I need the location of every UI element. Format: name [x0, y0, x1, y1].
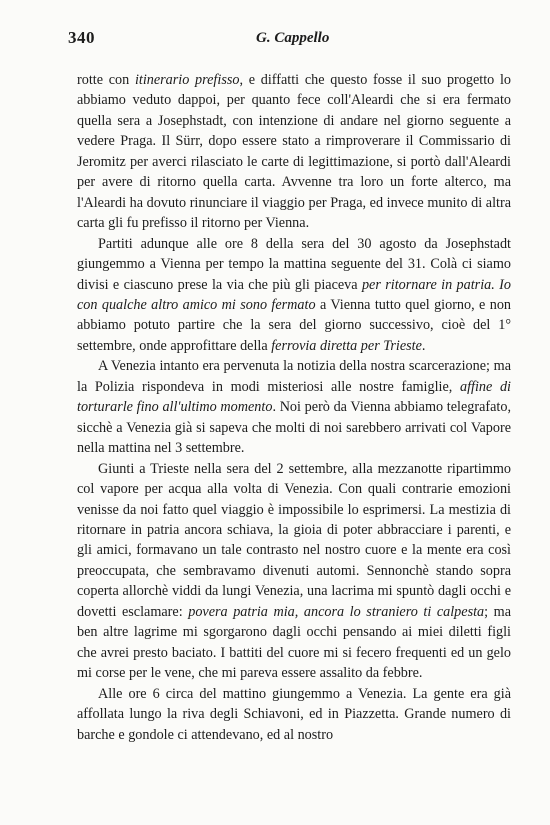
- text-run: , e diffatti che questo fosse il suo progetto lo abbiamo veduto dappoi, per quanto fece coll'Aleardi che si era fermato quella sera a Josephstadt, con intenzione di andare nel giorno seguente a vedere Praga. Il Sürr, dopo essere stato a rimproverare il Commissario di Jeromitz per averci rilasciato le carte di legittimazione, si portò dall'Aleardi per avere di ritorno quella carta. Avvenne tra loro un forte alterco, ma l'Aleardi ha dovuto rinunciare il viaggio per Praga, ed invece munito di altra carta gli fu prefisso il ritorno per Vienna.: [77, 72, 511, 232]
- italic-text-run: ferrovia diretta per Trieste: [271, 337, 422, 354]
- paragraph: [77, 356, 511, 458]
- paragraph: [77, 234, 511, 357]
- text-run: rotte con: [77, 72, 135, 88]
- page-number: 340: [68, 28, 95, 47]
- italic-text-run: affine di torturarle fino all'ultimo momento: [77, 378, 511, 416]
- text-run: ; ma ben altre lagrime mi sgorgarono dagli occhi pensando ai miei diletti figli che avrei presto baciato. I battiti del cuore mi si fecero frequenti ed un gelo mi corse per le vene, che mi pareva essere assalito da febbre.: [77, 603, 511, 682]
- paragraph: [77, 684, 511, 745]
- body-text: [77, 70, 511, 745]
- italic-text-run: povera patria mia, ancora lo straniero ti calpesta: [188, 603, 485, 620]
- text-run: A Venezia intanto era pervenuta la notizia della nostra scarcerazione; ma la Polizia rispondeva in modi misteriosi alle nostre famiglie,: [77, 358, 511, 395]
- running-head-author: G. Cappello: [256, 30, 330, 46]
- text-run: Alle ore 6 circa del mattino giungemmo a Venezia. La gente era già affollata lungo la riva degli Schiavoni, ed in Piazzetta. Grande numero di barche e gondole ci attendevano, ed al nostro: [77, 685, 511, 743]
- paragraph: [77, 459, 511, 684]
- paragraph: [77, 70, 511, 234]
- italic-text-run: itinerario prefisso: [134, 72, 240, 88]
- text-run: Partiti adunque alle ore 8 della sera del 30 agosto da Josephstadt giungemmo a Vienna per tempo la mattina seguente del 31. Colà ci siamo divisi e ciascuno prese la via che più gli piaceva: [77, 235, 511, 293]
- text-run: .: [421, 337, 426, 354]
- page-header: [68, 28, 516, 52]
- italic-text-run: per ritornare in patria. Io con qualche altro amico mi sono fermato: [77, 276, 511, 313]
- text-run: Giunti a Trieste nella sera del 2 settembre, alla mezzanotte ripartimmo col vapore per acqua alla volta di Venezia. Con quali contrarie emozioni venisse da noi fatto quel viaggio è impossibile lo esprimersi. La mestizia di ritornare in patria ancora schiava, la gioia di poter abbracciare i parenti, e gli amici, formavano un tale contrasto nel nostro cuore e la mente era così preoccupata, che sembravamo divenuti automi. Sennonchè stando sopra coperta allorchè viddi da lungi Venezia, una lacrima mi spuntò dagli occhi e dovetti esclamare:: [77, 460, 511, 620]
- text-run: . Noi però da Vienna abbiamo telegrafato, sicchè a Venezia già si sapeva che molti di noi sarebbero arrivati col Vapore nella mattina nel 3 settembre.: [77, 399, 511, 457]
- text-run: a Vienna tutto quel giorno, e non abbiamo potuto partire che la sera del giorno successivo, cioè del 1° settembre, onde approfittare della: [77, 296, 512, 354]
